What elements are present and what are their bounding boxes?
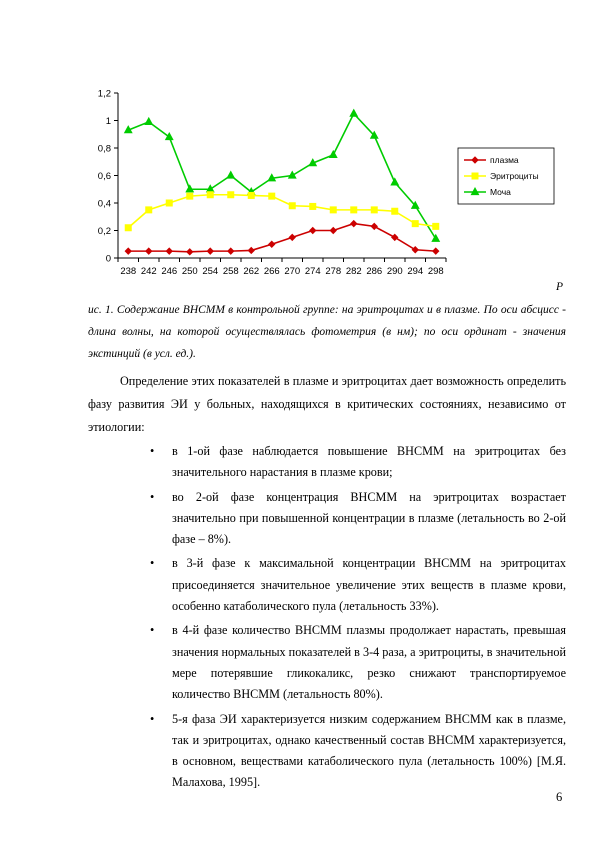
data-point: [146, 248, 152, 254]
x-tick-label: 254: [202, 266, 219, 277]
legend-marker: [472, 173, 478, 179]
page-number: 6: [556, 790, 563, 804]
list-item: [150, 441, 566, 484]
body-paragraph: Определение этих показателей в плазме и эритроцитах дает возможность определить фазу развития ЭИ у больных, находящихся в критических состояниях, независимо от этиологии:: [88, 374, 566, 434]
x-tick-label: 298: [427, 266, 444, 277]
data-point: [248, 247, 254, 253]
y-tick-label: 1: [105, 116, 111, 127]
bullet-icon: •: [150, 489, 155, 504]
data-point: [187, 249, 193, 255]
series-line-square: [128, 195, 436, 228]
data-point: [310, 228, 316, 234]
x-tick-label: 258: [222, 266, 239, 277]
data-point: [166, 200, 172, 206]
x-tick-label: 282: [345, 266, 362, 277]
data-point: [351, 207, 357, 213]
series-line-diamond: [128, 224, 436, 252]
data-point: [207, 248, 213, 254]
data-point: [289, 234, 295, 240]
x-tick-label: 274: [304, 266, 321, 277]
y-tick-label: 0,6: [97, 171, 111, 182]
figure-caption: ис. 1. Содержание ВНСММ в контрольной группе: на эритроцитах и в плазме. По оси абсцисс - длина волны, на которой осуществлялась фотометрия (в нм); по оси ординат - значения экстинций (в усл. ед.).: [88, 304, 566, 360]
figure-label-fragment: Р: [556, 281, 564, 293]
data-point: [330, 151, 337, 158]
data-point: [145, 118, 152, 125]
data-point: [351, 221, 357, 227]
x-tick-label: 286: [366, 266, 383, 277]
data-point: [207, 192, 213, 198]
list-item: [150, 487, 566, 551]
y-tick-label: 0,2: [97, 226, 111, 237]
data-point: [146, 207, 152, 213]
bullet-icon: •: [150, 623, 155, 638]
data-point: [125, 248, 131, 254]
data-point: [391, 178, 398, 185]
y-tick-label: 0,8: [97, 143, 111, 155]
y-tick-label: 0: [105, 253, 111, 265]
bullet-icon: •: [150, 444, 155, 458]
data-point: [289, 203, 295, 209]
bullet-icon: •: [150, 711, 155, 726]
phase-list: [150, 441, 566, 797]
x-tick-label: 242: [140, 266, 157, 277]
y-tick-label: 1,2: [97, 88, 111, 100]
data-point: [187, 193, 193, 199]
y-tick-label: 0,4: [97, 198, 111, 210]
data-point: [371, 223, 377, 229]
x-tick-label: 262: [243, 266, 260, 277]
list-item-text: 5-я фаза ЭИ характеризуется низким содержанием ВНСММ как в плазме, так и эритроцитах, однако качественный состав ВНСММ характеризуется, в основном, веществами катаболического пула (летальность 100%) [М.Я. Малахова, 1995].: [172, 711, 566, 790]
list-item-text: в 3-й фазе к максимальной концентрации ВНСММ на эритроцитах присоединяется значительное увеличение этих веществ в плазме крови, особенно катаболического пула (летальность 33%).: [172, 556, 566, 614]
data-point: [269, 193, 275, 199]
data-point: [371, 207, 377, 213]
x-tick-label: 270: [284, 266, 301, 277]
x-tick-label: 238: [120, 266, 137, 277]
data-point: [269, 241, 275, 247]
data-point: [228, 192, 234, 198]
list-item: [150, 553, 566, 617]
line-chart: [88, 78, 568, 283]
data-point: [125, 225, 131, 231]
data-point: [166, 248, 172, 254]
bullet-icon: •: [150, 556, 155, 571]
list-item-text: в 4-й фазе количество ВНСММ плазмы продолжает нарастать, превышая значения нормальных показателей в 3-4 раза, а эритроциты, в значительной мере потерявшие гликокаликс, резко снижают транспортируемое количество ВНСММ (летальность 80%).: [172, 623, 566, 702]
x-tick-label: 290: [386, 266, 403, 277]
data-point: [330, 228, 336, 234]
data-point: [412, 221, 418, 227]
data-point: [166, 133, 173, 140]
data-point: [227, 172, 234, 179]
data-point: [433, 223, 439, 229]
legend-label: Моча: [490, 187, 511, 197]
x-tick-label: 294: [407, 266, 424, 277]
legend-label: плазма: [490, 155, 519, 165]
series-line-triangle: [128, 114, 436, 239]
list-item-text: во 2-ой фазе концентрация ВНСММ на эритроцитах возрастает значительно при повышенной концентрации в плазме (летальность во 2-ой фазе – 8%).: [172, 489, 566, 547]
data-point: [433, 248, 439, 254]
list-item: [150, 709, 566, 794]
x-tick-label: 278: [325, 266, 342, 277]
x-tick-label: 250: [181, 266, 198, 277]
legend-label: Эритроциты: [490, 171, 539, 181]
x-tick-label: 266: [263, 266, 280, 277]
data-point: [310, 203, 316, 209]
list-item-text: в 1-ой фазе наблюдается повышение ВНСММ на эритроцитах без значительного нарастания в плазме крови;: [172, 444, 566, 480]
data-point: [228, 248, 234, 254]
data-point: [392, 208, 398, 214]
list-item: [150, 620, 566, 705]
data-point: [350, 110, 357, 117]
data-point: [330, 207, 336, 213]
x-tick-label: 246: [161, 266, 178, 277]
data-point: [248, 192, 254, 198]
